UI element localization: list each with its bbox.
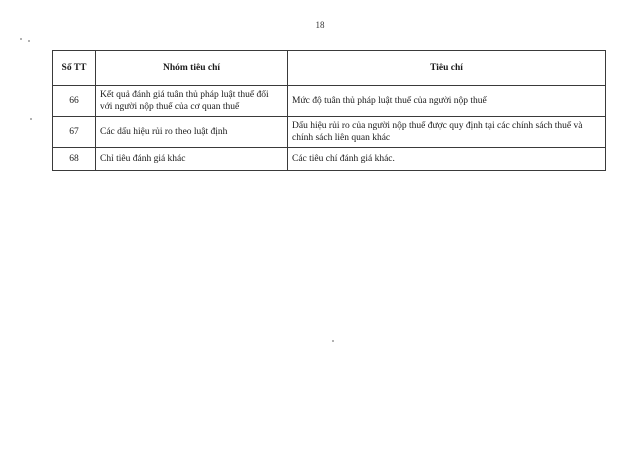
table-row — [53, 86, 606, 117]
row-group: Chỉ tiêu đánh giá khác — [96, 148, 288, 171]
header-criteria: Tiêu chí — [288, 51, 606, 86]
row-number: 66 — [53, 86, 96, 117]
header-no: Số TT — [53, 51, 96, 86]
row-number: 68 — [53, 148, 96, 171]
scan-speck — [20, 38, 22, 40]
row-group: Kết quả đánh giá tuân thủ pháp luật thuế đối với người nộp thuế của cơ quan thuế — [96, 86, 288, 117]
table-row — [53, 117, 606, 148]
table-row — [53, 148, 606, 171]
table-header-row — [53, 51, 606, 86]
row-criteria: Mức độ tuân thủ pháp luật thuế của người nộp thuế — [288, 86, 606, 117]
row-number: 67 — [53, 117, 96, 148]
scan-speck — [332, 340, 334, 342]
row-criteria: Dấu hiệu rủi ro của người nộp thuế được quy định tại các chính sách thuế và chính sách liên quan khác — [288, 117, 606, 148]
header-group: Nhóm tiêu chí — [96, 51, 288, 86]
row-group: Các dấu hiệu rủi ro theo luật định — [96, 117, 288, 148]
scan-speck — [28, 40, 30, 42]
scan-speck — [30, 118, 32, 120]
criteria-table — [52, 50, 606, 171]
page-number: 18 — [315, 20, 325, 30]
row-criteria: Các tiêu chí đánh giá khác. — [288, 148, 606, 171]
